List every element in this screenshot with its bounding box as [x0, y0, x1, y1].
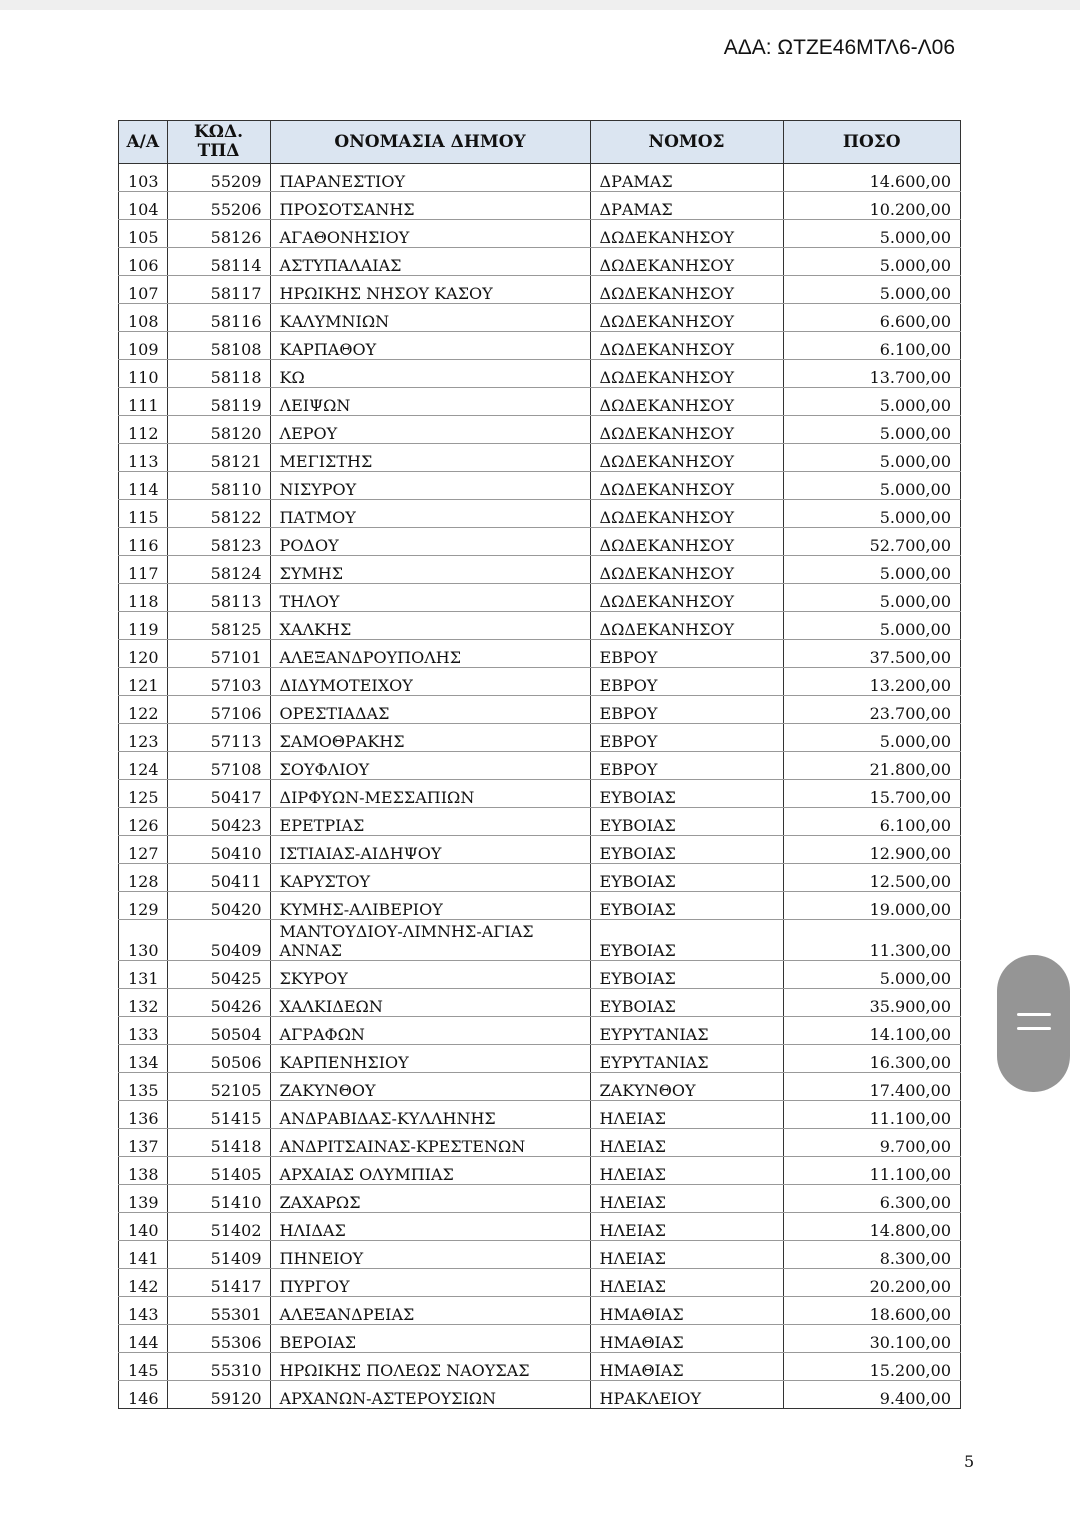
table-row — [119, 1045, 961, 1073]
row-municipality: ΧΑΛΚΙΔΕΩΝ — [270, 989, 590, 1017]
row-number: 138 — [119, 1157, 168, 1185]
row-municipality: ΛΕΙΨΩΝ — [270, 388, 590, 416]
row-municipality: ΗΡΩΙΚΗΣ ΠΟΛΕΩΣ ΝΑΟΥΣΑΣ — [270, 1353, 590, 1381]
row-number: 140 — [119, 1213, 168, 1241]
row-prefecture: ΕΥΒΟΙΑΣ — [590, 920, 783, 961]
row-code: 50417 — [167, 780, 270, 808]
row-municipality: ΑΣΤΥΠΑΛΑΙΑΣ — [270, 248, 590, 276]
table-row — [119, 500, 961, 528]
table-row — [119, 892, 961, 920]
row-amount: 15.700,00 — [783, 780, 960, 808]
row-prefecture: ΗΜΑΘΙΑΣ — [590, 1353, 783, 1381]
row-amount: 13.700,00 — [783, 360, 960, 388]
row-number: 120 — [119, 640, 168, 668]
row-code: 55206 — [167, 192, 270, 220]
table-row — [119, 192, 961, 220]
row-prefecture: ΕΒΡΟΥ — [590, 668, 783, 696]
row-code: 55209 — [167, 164, 270, 192]
row-prefecture: ΔΩΔΕΚΑΝΗΣΟΥ — [590, 332, 783, 360]
row-amount: 6.100,00 — [783, 808, 960, 836]
table-row — [119, 1325, 961, 1353]
row-number: 123 — [119, 724, 168, 752]
row-number: 128 — [119, 864, 168, 892]
row-amount: 11.300,00 — [783, 920, 960, 961]
row-amount: 6.100,00 — [783, 332, 960, 360]
row-municipality: ΕΡΕΤΡΙΑΣ — [270, 808, 590, 836]
row-code: 50423 — [167, 808, 270, 836]
row-prefecture: ΔΩΔΕΚΑΝΗΣΟΥ — [590, 388, 783, 416]
row-number: 114 — [119, 472, 168, 500]
table-row — [119, 780, 961, 808]
header-poso: ΠΟΣΟ — [783, 121, 960, 164]
row-number: 136 — [119, 1101, 168, 1129]
row-number: 126 — [119, 808, 168, 836]
row-amount: 14.600,00 — [783, 164, 960, 192]
row-prefecture: ΕΥΒΟΙΑΣ — [590, 892, 783, 920]
table-row — [119, 444, 961, 472]
table-row — [119, 332, 961, 360]
row-amount: 18.600,00 — [783, 1297, 960, 1325]
row-municipality: ΑΛΕΞΑΝΔΡΟΥΠΟΛΗΣ — [270, 640, 590, 668]
row-municipality: ΜΕΓΙΣΤΗΣ — [270, 444, 590, 472]
table-row — [119, 304, 961, 332]
row-number: 142 — [119, 1269, 168, 1297]
row-municipality: ΖΑΚΥΝΘΟΥ — [270, 1073, 590, 1101]
table-row — [119, 388, 961, 416]
row-amount: 5.000,00 — [783, 961, 960, 989]
row-amount: 5.000,00 — [783, 276, 960, 304]
table-row — [119, 724, 961, 752]
table-row — [119, 1213, 961, 1241]
row-code: 58114 — [167, 248, 270, 276]
row-prefecture: ΕΥΡΥΤΑΝΙΑΣ — [590, 1045, 783, 1073]
row-municipality: ΟΡΕΣΤΙΑΔΑΣ — [270, 696, 590, 724]
row-number: 146 — [119, 1381, 168, 1409]
row-prefecture: ΔΩΔΕΚΑΝΗΣΟΥ — [590, 220, 783, 248]
row-amount: 23.700,00 — [783, 696, 960, 724]
header-code: ΚΩΔ. ΤΠΔ — [167, 121, 270, 164]
table-row — [119, 808, 961, 836]
row-prefecture: ΕΒΡΟΥ — [590, 640, 783, 668]
row-municipality: ΑΝΔΡΑΒΙΔΑΣ-ΚΥΛΛΗΝΗΣ — [270, 1101, 590, 1129]
row-amount: 5.000,00 — [783, 500, 960, 528]
row-municipality: ΧΑΛΚΗΣ — [270, 612, 590, 640]
row-municipality: ΙΣΤΙΑΙΑΣ-ΑΙΔΗΨΟΥ — [270, 836, 590, 864]
table-row — [119, 668, 961, 696]
row-code: 51418 — [167, 1129, 270, 1157]
row-prefecture: ΕΥΡΥΤΑΝΙΑΣ — [590, 1017, 783, 1045]
row-amount: 11.100,00 — [783, 1101, 960, 1129]
table-row — [119, 640, 961, 668]
row-number: 112 — [119, 416, 168, 444]
row-code: 50504 — [167, 1017, 270, 1045]
table-row — [119, 472, 961, 500]
row-number: 116 — [119, 528, 168, 556]
row-municipality: ΚΑΡΠΑΘΟΥ — [270, 332, 590, 360]
row-code: 58126 — [167, 220, 270, 248]
row-code: 50410 — [167, 836, 270, 864]
table-row — [119, 989, 961, 1017]
row-municipality: ΠΑΡΑΝΕΣΤΙΟΥ — [270, 164, 590, 192]
row-municipality: ΡΟΔΟΥ — [270, 528, 590, 556]
row-code: 57108 — [167, 752, 270, 780]
table-row — [119, 248, 961, 276]
row-prefecture: ΔΩΔΕΚΑΝΗΣΟΥ — [590, 360, 783, 388]
table-row — [119, 276, 961, 304]
row-code: 50426 — [167, 989, 270, 1017]
row-amount: 5.000,00 — [783, 388, 960, 416]
ada-code: ΑΔΑ: ΩΤΖΕ46ΜΤΛ6-Λ06 — [723, 36, 955, 59]
row-municipality: ΚΑΡΥΣΤΟΥ — [270, 864, 590, 892]
row-amount: 37.500,00 — [783, 640, 960, 668]
row-number: 103 — [119, 164, 168, 192]
row-amount: 6.600,00 — [783, 304, 960, 332]
row-amount: 20.200,00 — [783, 1269, 960, 1297]
row-amount: 11.100,00 — [783, 1157, 960, 1185]
row-number: 109 — [119, 332, 168, 360]
row-number: 125 — [119, 780, 168, 808]
row-municipality: ΑΓΡΑΦΩΝ — [270, 1017, 590, 1045]
row-code: 58125 — [167, 612, 270, 640]
row-amount: 5.000,00 — [783, 724, 960, 752]
row-prefecture: ΗΛΕΙΑΣ — [590, 1269, 783, 1297]
row-code: 58121 — [167, 444, 270, 472]
row-number: 135 — [119, 1073, 168, 1101]
row-amount: 12.900,00 — [783, 836, 960, 864]
row-prefecture: ΔΩΔΕΚΑΝΗΣΟΥ — [590, 612, 783, 640]
row-number: 107 — [119, 276, 168, 304]
row-code: 51410 — [167, 1185, 270, 1213]
row-number: 117 — [119, 556, 168, 584]
row-municipality: ΔΙΔΥΜΟΤΕΙΧΟΥ — [270, 668, 590, 696]
row-code: 59120 — [167, 1381, 270, 1409]
viewer-top-bar — [0, 0, 1080, 10]
row-municipality: ΑΝΔΡΙΤΣΑΙΝΑΣ-ΚΡΕΣΤΕΝΩΝ — [270, 1129, 590, 1157]
table-row — [119, 612, 961, 640]
row-municipality: ΑΡΧΑΙΑΣ ΟΛΥΜΠΙΑΣ — [270, 1157, 590, 1185]
row-prefecture: ΕΥΒΟΙΑΣ — [590, 961, 783, 989]
table-row — [119, 584, 961, 612]
table-row — [119, 1157, 961, 1185]
header-name: ΟΝΟΜΑΣΙΑ ΔΗΜΟΥ — [270, 121, 590, 164]
row-code: 57106 — [167, 696, 270, 724]
row-amount: 21.800,00 — [783, 752, 960, 780]
row-municipality: ΑΛΕΞΑΝΔΡΕΙΑΣ — [270, 1297, 590, 1325]
row-prefecture: ΔΩΔΕΚΑΝΗΣΟΥ — [590, 472, 783, 500]
table-row — [119, 1129, 961, 1157]
row-municipality: ΑΡΧΑΝΩΝ-ΑΣΤΕΡΟΥΣΙΩΝ — [270, 1381, 590, 1409]
row-number: 121 — [119, 668, 168, 696]
row-number: 130 — [119, 920, 168, 961]
row-prefecture: ΕΒΡΟΥ — [590, 696, 783, 724]
table-row — [119, 836, 961, 864]
row-code: 58116 — [167, 304, 270, 332]
row-number: 133 — [119, 1017, 168, 1045]
row-code: 51409 — [167, 1241, 270, 1269]
table-row — [119, 164, 961, 192]
row-code: 55310 — [167, 1353, 270, 1381]
row-municipality: ΚΑΡΠΕΝΗΣΙΟΥ — [270, 1045, 590, 1073]
row-number: 132 — [119, 989, 168, 1017]
row-municipality: ΚΥΜΗΣ-ΑΛΙΒΕΡΙΟΥ — [270, 892, 590, 920]
row-code: 50425 — [167, 961, 270, 989]
row-code: 58113 — [167, 584, 270, 612]
row-code: 57101 — [167, 640, 270, 668]
row-prefecture: ΗΛΕΙΑΣ — [590, 1129, 783, 1157]
row-code: 57103 — [167, 668, 270, 696]
row-prefecture: ΕΥΒΟΙΑΣ — [590, 989, 783, 1017]
table-header-row — [119, 121, 961, 164]
row-prefecture: ΗΛΕΙΑΣ — [590, 1157, 783, 1185]
row-amount: 19.000,00 — [783, 892, 960, 920]
row-number: 111 — [119, 388, 168, 416]
row-prefecture: ΗΛΕΙΑΣ — [590, 1185, 783, 1213]
row-prefecture: ΗΛΕΙΑΣ — [590, 1101, 783, 1129]
row-prefecture: ΔΩΔΕΚΑΝΗΣΟΥ — [590, 304, 783, 332]
row-number: 145 — [119, 1353, 168, 1381]
row-number: 131 — [119, 961, 168, 989]
row-prefecture: ΔΩΔΕΚΑΝΗΣΟΥ — [590, 584, 783, 612]
row-prefecture: ΔΡΑΜΑΣ — [590, 164, 783, 192]
row-amount: 5.000,00 — [783, 472, 960, 500]
row-number: 124 — [119, 752, 168, 780]
row-municipality: ΒΕΡΟΙΑΣ — [270, 1325, 590, 1353]
row-prefecture: ΗΡΑΚΛΕΙΟΥ — [590, 1381, 783, 1409]
header-aa: Α/Α — [119, 121, 168, 164]
row-amount: 8.300,00 — [783, 1241, 960, 1269]
row-amount: 13.200,00 — [783, 668, 960, 696]
row-amount: 9.700,00 — [783, 1129, 960, 1157]
row-prefecture: ΔΩΔΕΚΑΝΗΣΟΥ — [590, 276, 783, 304]
row-number: 113 — [119, 444, 168, 472]
row-amount: 9.400,00 — [783, 1381, 960, 1409]
row-amount: 35.900,00 — [783, 989, 960, 1017]
table-row — [119, 556, 961, 584]
row-code: 58117 — [167, 276, 270, 304]
row-code: 58119 — [167, 388, 270, 416]
row-municipality: ΖΑΧΑΡΩΣ — [270, 1185, 590, 1213]
row-code: 50411 — [167, 864, 270, 892]
row-municipality: ΠΡΟΣΟΤΣΑΝΗΣ — [270, 192, 590, 220]
row-code: 50420 — [167, 892, 270, 920]
row-amount: 16.300,00 — [783, 1045, 960, 1073]
table-row — [119, 416, 961, 444]
row-municipality: ΠΥΡΓΟΥ — [270, 1269, 590, 1297]
row-municipality: ΝΙΣΥΡΟΥ — [270, 472, 590, 500]
row-number: 143 — [119, 1297, 168, 1325]
row-code: 58122 — [167, 500, 270, 528]
row-number: 106 — [119, 248, 168, 276]
table-row — [119, 1073, 961, 1101]
row-municipality: ΣΥΜΗΣ — [270, 556, 590, 584]
row-number: 139 — [119, 1185, 168, 1213]
row-prefecture: ΔΩΔΕΚΑΝΗΣΟΥ — [590, 248, 783, 276]
row-number: 137 — [119, 1129, 168, 1157]
row-number: 134 — [119, 1045, 168, 1073]
row-municipality: ΜΑΝΤΟΥΔΙΟΥ-ΛΙΜΝΗΣ-ΑΓΙΑΣ ΑΝΝΑΣ — [270, 920, 590, 961]
table-row — [119, 1101, 961, 1129]
table-body — [119, 164, 961, 1409]
table-row — [119, 1297, 961, 1325]
row-amount: 15.200,00 — [783, 1353, 960, 1381]
table-row — [119, 864, 961, 892]
row-number: 144 — [119, 1325, 168, 1353]
row-prefecture: ΕΥΒΟΙΑΣ — [590, 808, 783, 836]
row-municipality: ΔΙΡΦΥΩΝ-ΜΕΣΣΑΠΙΩΝ — [270, 780, 590, 808]
scrollbar-handle[interactable] — [997, 955, 1070, 1092]
row-amount: 6.300,00 — [783, 1185, 960, 1213]
row-amount: 17.400,00 — [783, 1073, 960, 1101]
row-prefecture: ΔΩΔΕΚΑΝΗΣΟΥ — [590, 556, 783, 584]
table-row — [119, 360, 961, 388]
row-prefecture: ΕΥΒΟΙΑΣ — [590, 780, 783, 808]
page-number: 5 — [964, 1452, 975, 1471]
table-row — [119, 696, 961, 724]
row-amount: 12.500,00 — [783, 864, 960, 892]
row-municipality: ΑΓΑΘΟΝΗΣΙΟΥ — [270, 220, 590, 248]
row-amount: 5.000,00 — [783, 416, 960, 444]
header-nomos: ΝΟΜΟΣ — [590, 121, 783, 164]
row-amount: 5.000,00 — [783, 444, 960, 472]
row-code: 57113 — [167, 724, 270, 752]
row-prefecture: ΕΒΡΟΥ — [590, 724, 783, 752]
table-row — [119, 220, 961, 248]
row-number: 118 — [119, 584, 168, 612]
row-amount: 5.000,00 — [783, 612, 960, 640]
row-municipality: ΣΚΥΡΟΥ — [270, 961, 590, 989]
row-code: 55306 — [167, 1325, 270, 1353]
row-prefecture: ΗΜΑΘΙΑΣ — [590, 1297, 783, 1325]
row-code: 52105 — [167, 1073, 270, 1101]
row-number: 105 — [119, 220, 168, 248]
table-row — [119, 961, 961, 989]
table-row — [119, 752, 961, 780]
row-amount: 10.200,00 — [783, 192, 960, 220]
row-municipality: ΠΗΝΕΙΟΥ — [270, 1241, 590, 1269]
row-prefecture: ΕΒΡΟΥ — [590, 752, 783, 780]
table-row — [119, 1017, 961, 1045]
row-number: 108 — [119, 304, 168, 332]
row-code: 51415 — [167, 1101, 270, 1129]
table-row — [119, 1353, 961, 1381]
row-amount: 5.000,00 — [783, 248, 960, 276]
row-prefecture: ΖΑΚΥΝΘΟΥ — [590, 1073, 783, 1101]
row-code: 50409 — [167, 920, 270, 961]
row-number: 122 — [119, 696, 168, 724]
row-prefecture: ΔΩΔΕΚΑΝΗΣΟΥ — [590, 500, 783, 528]
row-municipality: ΗΡΩΙΚΗΣ ΝΗΣΟΥ ΚΑΣΟΥ — [270, 276, 590, 304]
row-code: 55301 — [167, 1297, 270, 1325]
row-number: 129 — [119, 892, 168, 920]
row-municipality: ΛΕΡΟΥ — [270, 416, 590, 444]
row-municipality: ΠΑΤΜΟΥ — [270, 500, 590, 528]
row-prefecture: ΗΛΕΙΑΣ — [590, 1241, 783, 1269]
row-code: 50506 — [167, 1045, 270, 1073]
row-amount: 14.100,00 — [783, 1017, 960, 1045]
row-amount: 5.000,00 — [783, 556, 960, 584]
row-number: 119 — [119, 612, 168, 640]
municipality-allocation-table — [118, 120, 961, 1409]
row-amount: 14.800,00 — [783, 1213, 960, 1241]
row-code: 58123 — [167, 528, 270, 556]
row-amount: 30.100,00 — [783, 1325, 960, 1353]
row-number: 141 — [119, 1241, 168, 1269]
row-prefecture: ΔΩΔΕΚΑΝΗΣΟΥ — [590, 416, 783, 444]
row-code: 58108 — [167, 332, 270, 360]
row-amount: 5.000,00 — [783, 584, 960, 612]
table-row — [119, 528, 961, 556]
row-number: 115 — [119, 500, 168, 528]
row-code: 58120 — [167, 416, 270, 444]
table-row — [119, 1185, 961, 1213]
row-municipality: ΗΛΙΔΑΣ — [270, 1213, 590, 1241]
row-prefecture: ΔΡΑΜΑΣ — [590, 192, 783, 220]
row-code: 51417 — [167, 1269, 270, 1297]
row-municipality: ΣΟΥΦΛΙΟΥ — [270, 752, 590, 780]
row-municipality: ΚΑΛΥΜΝΙΩΝ — [270, 304, 590, 332]
table-row — [119, 920, 961, 961]
row-prefecture: ΗΜΑΘΙΑΣ — [590, 1325, 783, 1353]
table-row — [119, 1269, 961, 1297]
row-municipality: ΤΗΛΟΥ — [270, 584, 590, 612]
row-amount: 52.700,00 — [783, 528, 960, 556]
row-prefecture: ΕΥΒΟΙΑΣ — [590, 864, 783, 892]
row-prefecture: ΕΥΒΟΙΑΣ — [590, 836, 783, 864]
table-row — [119, 1241, 961, 1269]
row-prefecture: ΔΩΔΕΚΑΝΗΣΟΥ — [590, 444, 783, 472]
row-number: 110 — [119, 360, 168, 388]
row-municipality: ΣΑΜΟΘΡΑΚΗΣ — [270, 724, 590, 752]
row-code: 51405 — [167, 1157, 270, 1185]
row-prefecture: ΗΛΕΙΑΣ — [590, 1213, 783, 1241]
row-amount: 5.000,00 — [783, 220, 960, 248]
row-code: 51402 — [167, 1213, 270, 1241]
row-code: 58124 — [167, 556, 270, 584]
table-row — [119, 1381, 961, 1409]
row-code: 58118 — [167, 360, 270, 388]
row-number: 127 — [119, 836, 168, 864]
row-code: 58110 — [167, 472, 270, 500]
row-municipality: ΚΩ — [270, 360, 590, 388]
row-number: 104 — [119, 192, 168, 220]
row-prefecture: ΔΩΔΕΚΑΝΗΣΟΥ — [590, 528, 783, 556]
